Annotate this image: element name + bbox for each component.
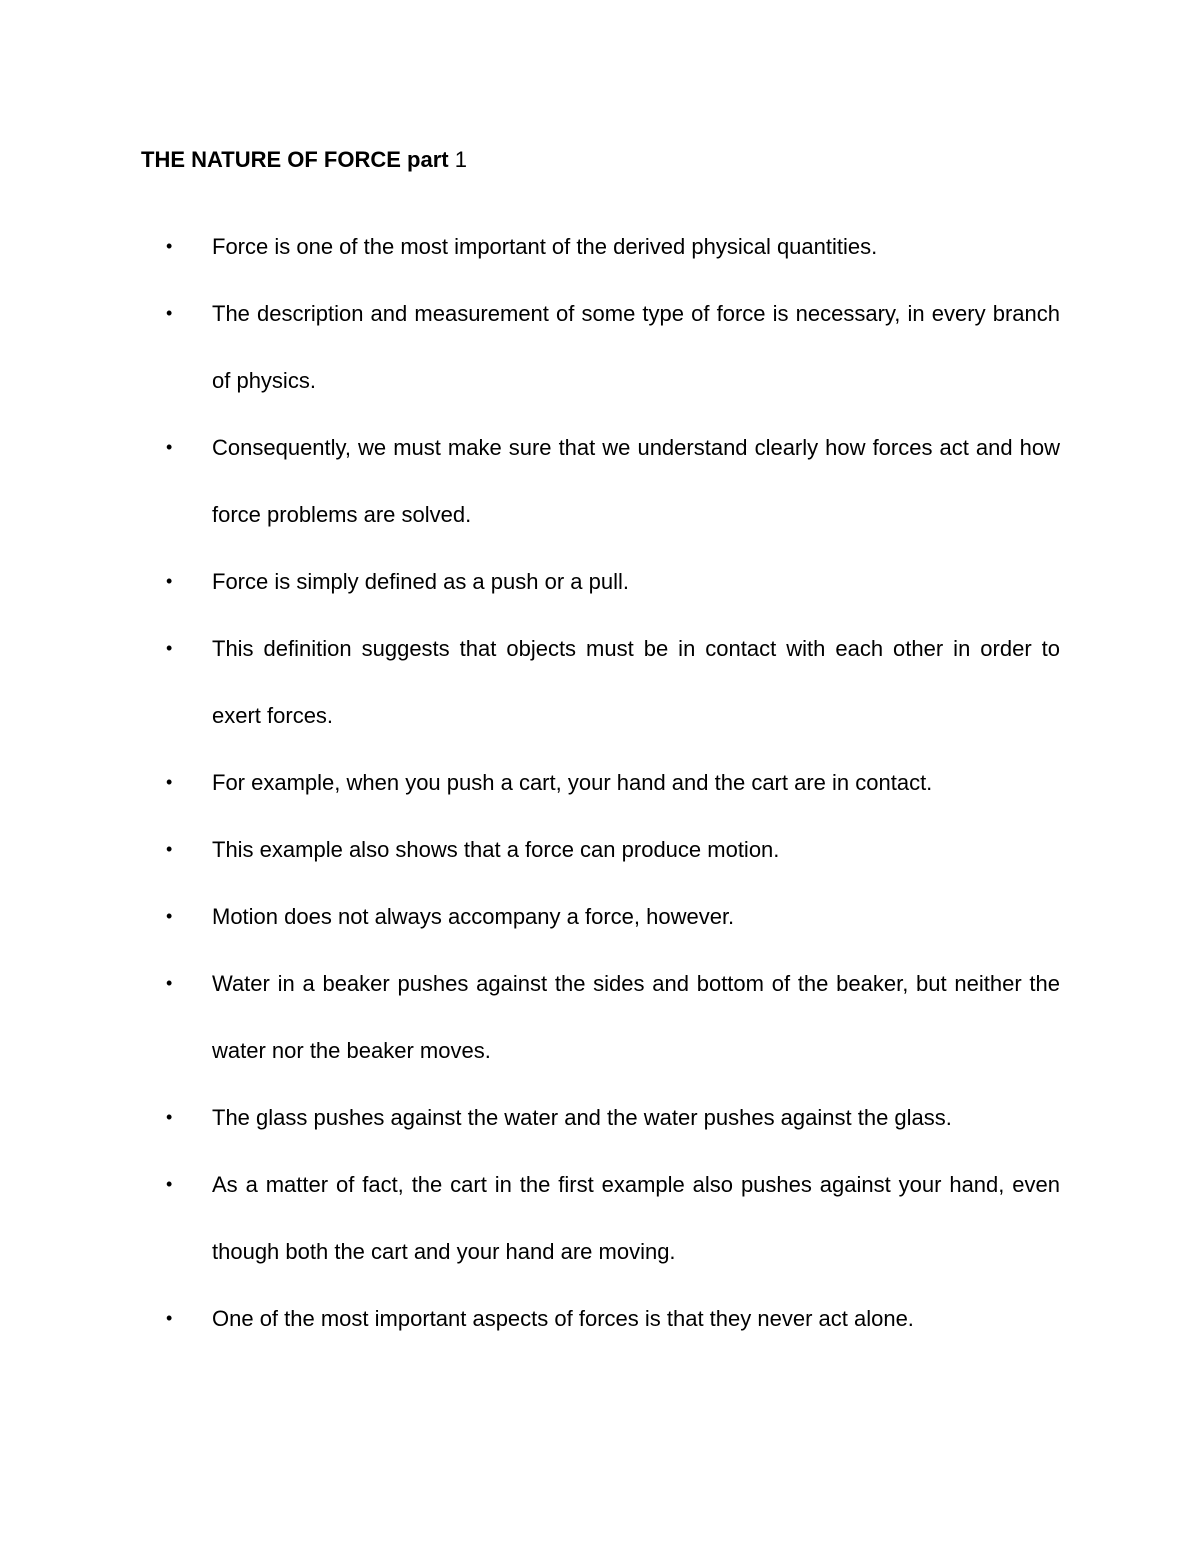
list-item: [166, 1285, 1060, 1352]
list-item-text: This example also shows that a force can produce motion.: [212, 837, 780, 862]
bullet-icon: •: [166, 906, 173, 926]
bullet-icon: •: [166, 303, 173, 323]
bullet-icon: •: [166, 839, 173, 859]
bullet-icon: •: [166, 1174, 173, 1194]
list-item-text: Force is one of the most important of the derived physical quantities.: [212, 234, 878, 259]
bullet-icon: •: [166, 973, 173, 993]
bullet-icon: •: [166, 437, 173, 457]
list-item-text: This definition suggests that objects must be in contact with each other in order to exert forces.: [212, 636, 1060, 728]
bullet-icon: •: [166, 571, 173, 591]
list-item: [166, 414, 1060, 548]
list-item: [166, 816, 1060, 883]
bullet-icon: •: [166, 1308, 173, 1328]
list-item-text: As a matter of fact, the cart in the first example also pushes against your hand, even though both the cart and your hand are moving.: [212, 1172, 1060, 1264]
list-item: [166, 749, 1060, 816]
list-item: [166, 213, 1060, 280]
bullet-icon: •: [166, 638, 173, 658]
list-item-text: Water in a beaker pushes against the sides and bottom of the beaker, but neither the water nor the beaker moves.: [212, 971, 1060, 1063]
bullet-icon: •: [166, 772, 173, 792]
list-item-text: For example, when you push a cart, your hand and the cart are in contact.: [212, 770, 933, 795]
list-item-text: The description and measurement of some type of force is necessary, in every branch of physics.: [212, 301, 1060, 393]
list-item-text: Motion does not always accompany a force, however.: [212, 904, 735, 929]
bullet-icon: •: [166, 1107, 173, 1127]
document-title-part-number: 1: [448, 147, 467, 172]
bullet-icon: •: [166, 236, 173, 256]
list-item-text: Consequently, we must make sure that we understand clearly how forces act and how force problems are solved.: [212, 435, 1060, 527]
list-item: [166, 1084, 1060, 1151]
list-item: [166, 883, 1060, 950]
document-title-main: THE NATURE OF FORCE part: [141, 147, 449, 172]
list-item: [166, 615, 1060, 749]
list-item: [166, 280, 1060, 414]
list-item-text: One of the most important aspects of forces is that they never act alone.: [212, 1306, 914, 1331]
list-item: [166, 1151, 1060, 1285]
list-item: [166, 950, 1060, 1084]
list-item-text: The glass pushes against the water and the water pushes against the glass.: [212, 1105, 952, 1130]
list-item: [166, 548, 1060, 615]
list-item-text: Force is simply defined as a push or a pull.: [212, 569, 629, 594]
